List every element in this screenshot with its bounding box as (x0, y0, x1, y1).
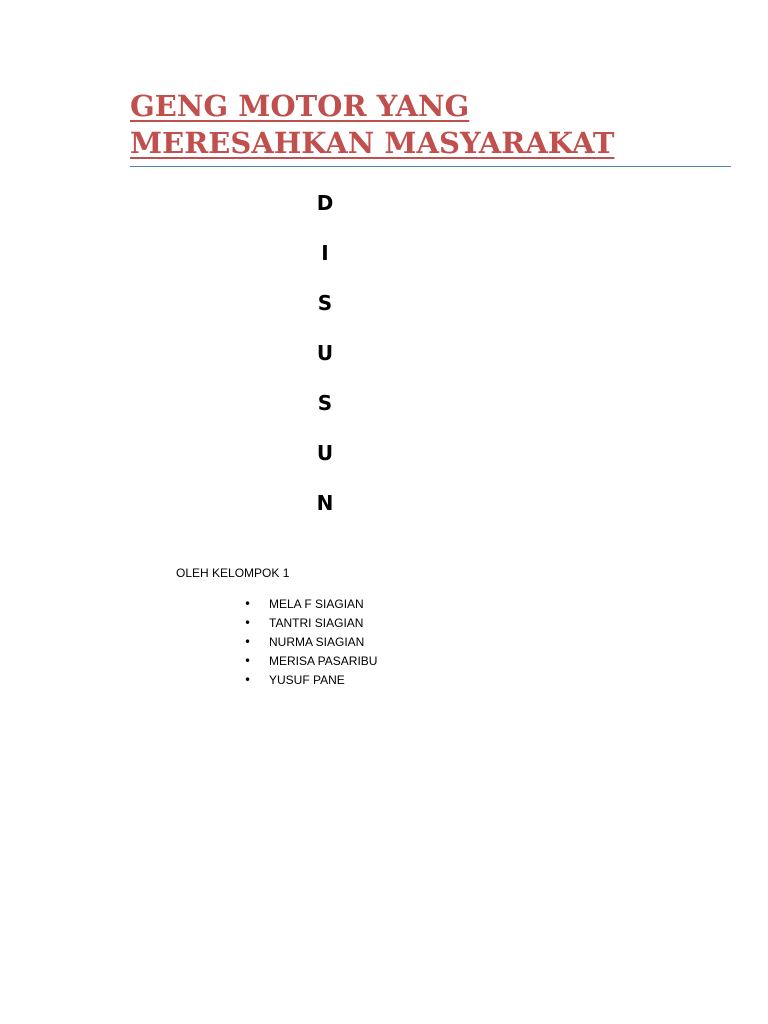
member-list-item (240, 596, 377, 615)
member-list (240, 596, 377, 691)
member-name: NURMA SIAGIAN (269, 635, 365, 649)
group-label: OLEH KELOMPOK 1 (176, 566, 290, 580)
vertical-letter: D (316, 191, 334, 215)
member-name: MELA F SIAGIAN (269, 597, 364, 611)
member-name: TANTRI SIAGIAN (269, 616, 364, 630)
bullet-icon: • (244, 654, 252, 668)
member-list-item (240, 634, 377, 653)
vertical-letter: N (316, 491, 334, 515)
vertical-word-disusun (300, 184, 350, 534)
member-name: YUSUF PANE (269, 673, 345, 687)
bullet-icon: • (244, 635, 252, 649)
member-list-item (240, 653, 377, 672)
member-list-item (240, 672, 377, 691)
bullet-icon: • (244, 673, 252, 687)
title-underline-rule (130, 166, 731, 167)
vertical-letter: S (317, 391, 333, 415)
bullet-icon: • (244, 597, 252, 611)
title-line-1: GENG MOTOR YANG (130, 89, 470, 123)
member-name: MERISA PASARIBU (269, 654, 378, 668)
vertical-letter: U (316, 341, 334, 365)
document-title (130, 88, 615, 162)
vertical-letter: S (317, 291, 333, 315)
bullet-icon: • (244, 616, 252, 630)
member-list-item (240, 615, 377, 634)
vertical-letter: U (316, 441, 334, 465)
title-line-2: MERESAHKAN MASYARAKAT (130, 126, 615, 160)
vertical-letter: I (321, 241, 329, 265)
